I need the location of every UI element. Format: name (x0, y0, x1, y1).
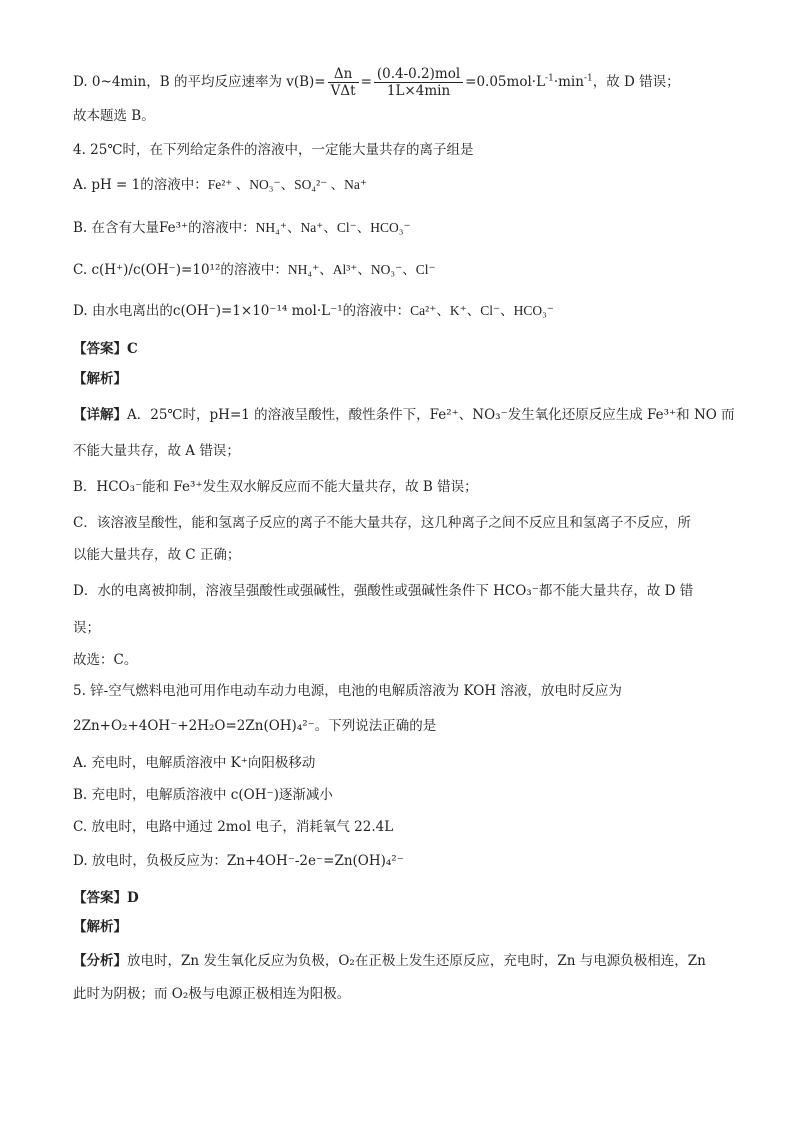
q5-option-d: D. 放电时，负极反应为：Zn+4OH⁻-2e⁻=Zn(OH)₄²⁻ (73, 853, 404, 869)
q4-detail-d-line2: 误； (73, 620, 100, 636)
q5-analysis-title: 【解析】 (73, 919, 127, 935)
q3-conclusion: 故本题选 B。 (73, 108, 155, 124)
q4-option-a: A. pH = 1的溶液中：Fe²⁺ 、NO₃⁻、SO₄²⁻ 、Na⁺ (73, 177, 368, 193)
q4-option-c: C. c(H⁺)/c(OH⁻)=10¹²的溶液中：NH₄⁺、Al³⁺、NO₃⁻、Cl⁻ (73, 262, 436, 278)
q4-detail-d-line1: D．水的电离被抑制，溶液呈强酸性或强碱性，强酸性或强碱性条件下 HCO₃⁻都不能大量共存，故 D 错 (73, 583, 694, 599)
q5-analysis-line1: 【分析】放电时，Zn 发生氧化反应为负极，O₂在正极上发生还原反应，充电时，Zn 与电源负极相连，Zn (73, 953, 706, 969)
q5-option-c: C. 放电时，电路中通过 2mol 电子，消耗氧气 22.4L (73, 819, 394, 835)
q4-option-b: B. 在含有大量Fe³⁺的溶液中：NH₄⁺、Na⁺、Cl⁻、HCO₃⁻ (73, 220, 411, 236)
fraction-dn-vdt: $\frac{\Delta n}{\text{VΔt}}$ (328, 66, 359, 99)
fraction-mol-over-time: $\frac{\text{(0.4-0.2)mol}}{1L\times 4\min}$ (374, 66, 463, 99)
q5-option-b: B. 充电时，电解质溶液中 c(OH⁻)逐渐减小 (73, 787, 333, 803)
q4-answer: 【答案】C (73, 341, 138, 357)
q4-stem: 4. 25℃时，在下列给定条件的溶液中，一定能大量共存的离子组是 (73, 142, 474, 158)
q5-answer: 【答案】D (73, 890, 139, 906)
q5-stem-line1: 5. 锌-空气燃料电池可用作电动车动力电源，电池的电解质溶液为 KOH 溶液，放电时反应为 (73, 683, 622, 699)
q4-detail-c-line1: C．该溶液呈酸性，能和氢离子反应的离子不能大量共存，这几种离子之间不反应且和氢离子不反应，所 (73, 515, 691, 531)
q4-analysis-title: 【解析】 (73, 371, 127, 387)
q5-analysis-line2: 此时为阴极；而 O₂极与电源正极相连为阳极。 (73, 986, 351, 1002)
q4-detail-a-line2: 不能大量共存，故 A 错误； (73, 443, 240, 459)
q4-option-d: D. 由水电离出的c(OH⁻)=1×10⁻¹⁴ mol·L⁻¹的溶液中：Ca²⁺、K⁺、Cl⁻、HCO₃⁻ (73, 303, 554, 319)
q4-detail-b: B．HCO₃⁻能和 Fe³⁺发生双水解反应而不能大量共存，故 B 错误； (73, 479, 478, 495)
q5-option-a: A. 充电时，电解质溶液中 K⁺向阳极移动 (73, 755, 316, 771)
q3-option-d: D. 0~4min，B 的平均反应速率为 v(B)= $\frac{\Delta n}{\text{VΔt}}$ = $\frac{\text{(0.4-0.2)mol}}{1L\times 4\min}$ $=0.05mol\cdot L^{-1}\cdot\min^{-1}$，故 D 错误； (73, 66, 680, 99)
q4-detail-c-line2: 以能大量共存，故 C 正确； (73, 547, 241, 563)
q4-conclusion: 故选：C。 (73, 652, 138, 668)
q5-stem-line2: 2Zn+O₂+4OH⁻+2H₂O=2Zn(OH)₄²⁻。下列说法正确的是 (73, 718, 437, 734)
q4-detail-a-line1: 【详解】A．25℃时，pH=1 的溶液呈酸性，酸性条件下，Fe²⁺、NO₃⁻发生氧化还原反应生成 Fe³⁺和 NO 而 (73, 407, 735, 423)
q3-d-prefix: D. 0~4min，B 的平均反应速率为 v(B)= (73, 74, 326, 90)
